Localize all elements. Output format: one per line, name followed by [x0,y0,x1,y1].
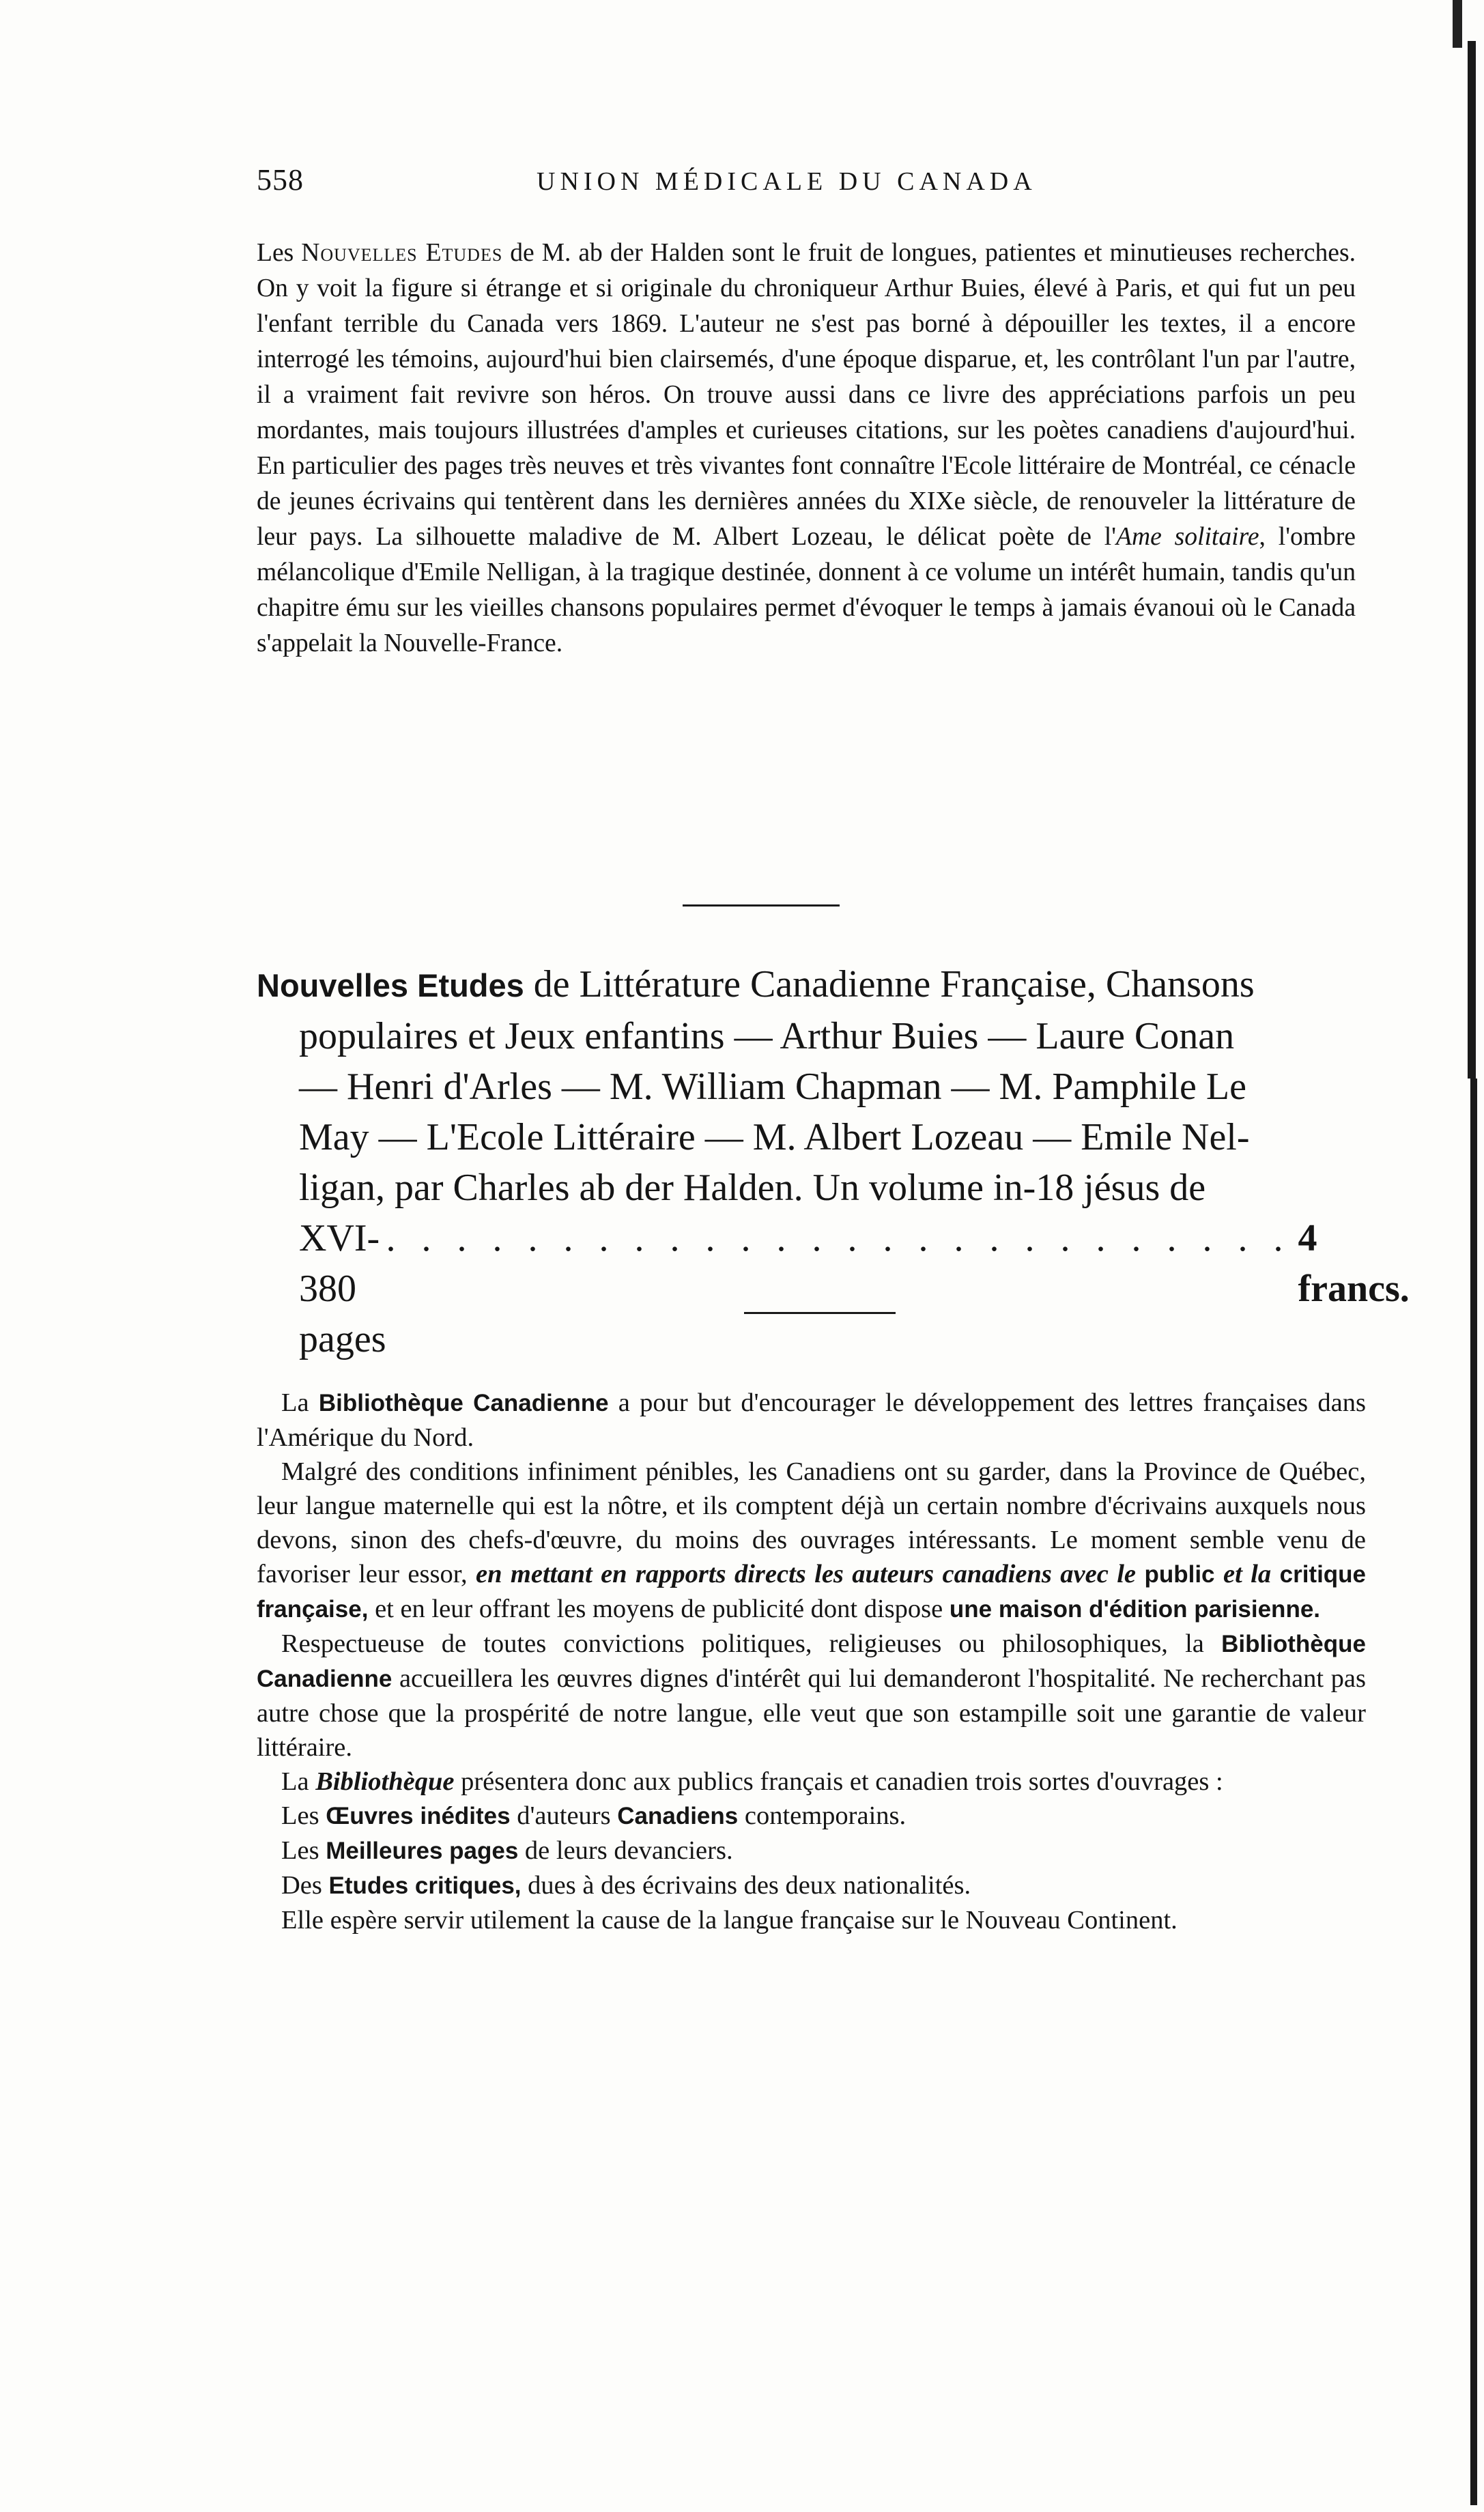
running-title: UNION MÉDICALE DU CANADA [537,167,1037,196]
review-text: Les [257,239,302,267]
page-edge-shadow [1470,1079,1477,2505]
book-subtitle: de Littérature Canadienne Française, Chansons [524,963,1255,1005]
book-title-smallcaps: Nouvelles Etudes [301,239,503,267]
collection-name: Bibliothèque Canadienne [257,1631,1366,1692]
book-line: populaires et Jeux enfantins — Arthur Buies — Laure Conan [299,1015,1235,1057]
notice-paragraph: Elle espère servir utilement la cause de la langue française sur le Nouveau Continent. [281,1906,1178,1935]
section-divider [744,1312,896,1314]
review-text: , l'ombre mélancolique d'Emile Nelligan, à la tragique destinée, donnent à ce volume un intérêt humain, tandis qu'un chapitre ému sur les vieilles chansons populaires permet d'évoquer le temps à jamais évanoui où le Canada s'appelait la Nouvelle-France. [257,523,1356,657]
list-item: Les Œuvres inédites d'auteurs Canadiens contemporains. [281,1801,907,1830]
scan-edge-mark [1453,0,1462,48]
notice-paragraph: La Bibliothèque présentera donc aux publics français et canadien trois sortes d'ouvrages : [281,1767,1223,1796]
review-text: de M. ab der Halden sont le fruit de longues, patientes et minutieuses recherches. On y voit la figure si étrange et si originale du chroniqueur Arthur Buies, élevé à Paris, et qui fut un peu l'enfant terrible du Canada vers 1869. L'auteur ne s'est pas borné à dépouiller les textes, il a encore interrogé les témoins, aujourd'hui bien clairsemés, d'une époque disparue, et, les contrôlant l'un par l'autre, il a vraiment fait revivre son héros. On trouve aussi dans ce livre des appréciations parfois un peu mordantes, mais toujours illustrées d'amples et curieuses citations, sur les poètes canadiens d'aujourd'hui. En particulier des pages très neuves et très vivantes font connaître l'Ecole littéraire de Montréal, ce cénacle de jeunes écrivains qui tentèrent dans les dernières années du XIXe siècle, de renouveler la littérature de leur pays. La silhouette maladive de M. Albert Lozeau, le délicat poète de l' [257,239,1356,551]
collection-list [257,1799,1366,1903]
book-line: ligan, par Charles ab der Halden. Un volume in-18 jésus de [299,1167,1206,1209]
review-paragraph [257,235,1356,661]
book-line: — Henri d'Arles — M. William Chapman — M. Pamphile Le [299,1066,1246,1108]
section-divider [683,904,840,907]
book-title: Nouvelles Etudes [257,967,524,1003]
notice-paragraph: La Bibliothèque Canadienne a pour but d'encourager le développement des lettres françaises dans l'Amérique du Nord. [257,1388,1366,1452]
list-item: Les Meilleures pages de leurs devanciers. [281,1836,733,1865]
page-edge-shadow [1468,41,1476,1079]
book-line: May — L'Ecole Littéraire — M. Albert Lozeau — Emile Nel- [299,1116,1250,1158]
book-advertisement [257,959,1410,1365]
italic-title: Ame solitaire [1115,523,1259,551]
page-number: 558 [257,163,304,197]
leader-dots: . . . . . . . . . . . . . . . . . . . . . . . . . . [386,1217,1292,1259]
book-pages: XVI-380 pages [299,1217,386,1360]
book-price-line [299,1213,1410,1365]
notice-paragraph: Malgré des conditions infiniment pénibles, les Canadiens ont su garder, dans la Province de Québec, leur langue maternelle qui est la nôtre, et ils comptent déjà un certain nombre d'écrivains auxquels nous devons, sinon des chefs-d'œuvre, du moins des ouvrages intéressants. Le moment semble venu de favoriser leur essor, en mettant en rapports directs les auteurs canadiens avec le public et la critique française, et en leur offrant les moyens de publicité dont dispose une maison d'édition parisienne. [257,1457,1367,1623]
page-header [257,162,1096,203]
list-item: Des Etudes critiques, dues à des écrivains des deux nationalités. [281,1871,971,1900]
bibliotheque-notice [257,1386,1366,1937]
book-price: 4 francs. [1298,1217,1410,1310]
notice-paragraph: Respectueuse de toutes convictions politiques, religieuses ou philosophiques, la Bibliothèque Canadienne accueillera les œuvres dignes d'intérêt qui lui demanderont l'hospitalité. Ne recherchant pas autre chose que la prospérité de notre langue, elle veut que son estampille soit une garantie de valeur littéraire. [257,1629,1366,1762]
collection-name: Bibliothèque Canadienne [318,1390,609,1416]
